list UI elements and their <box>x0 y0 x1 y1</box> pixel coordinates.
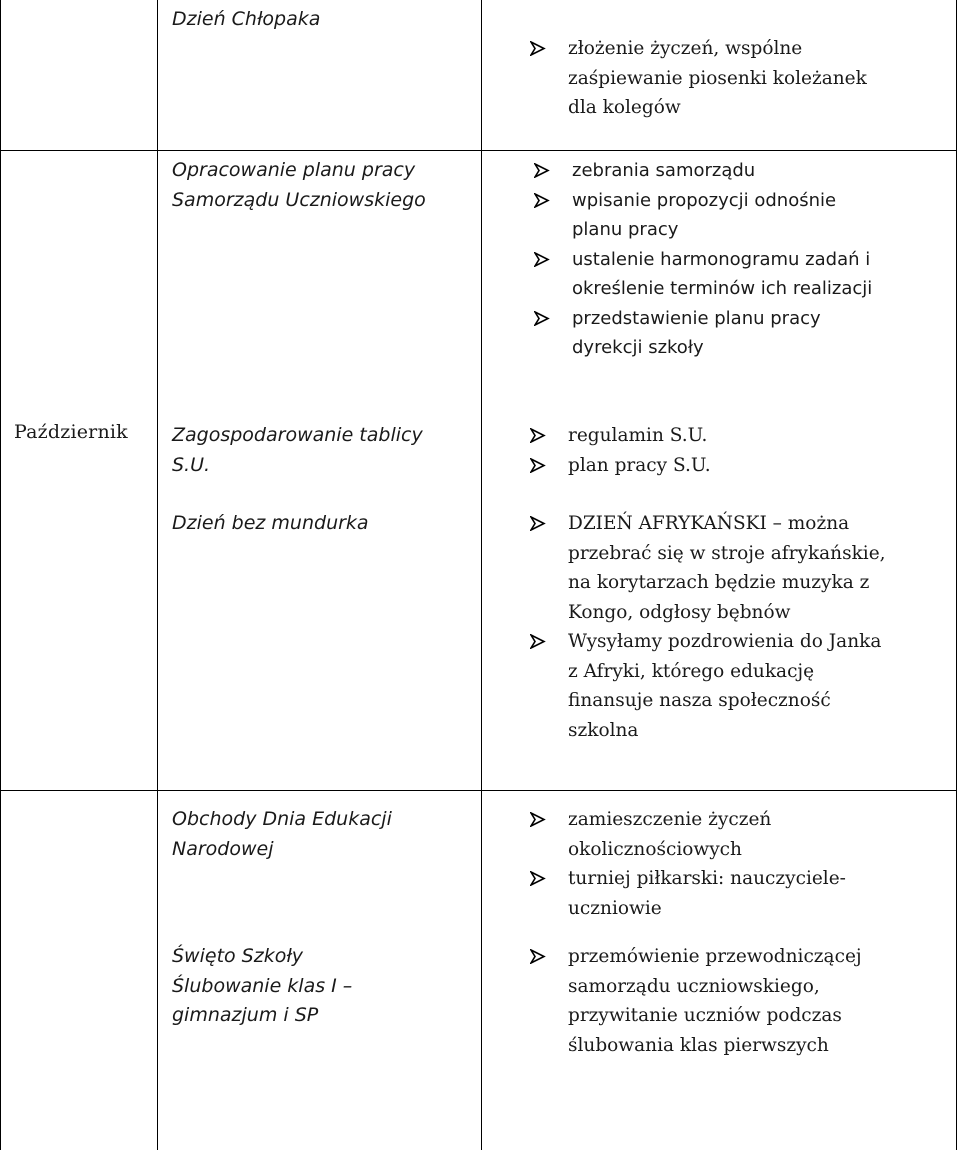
activity-line: DZIEŃ AFRYKAŃSKI – można <box>568 513 850 534</box>
event-line: Dzień bez mundurka <box>172 512 369 534</box>
activity-line: uczniowie <box>568 897 662 919</box>
event-line: Ślubowanie klas I – <box>172 974 353 997</box>
arrow-bullet-icon <box>528 805 546 835</box>
activity-line: samorządu uczniowskiego, <box>568 975 820 997</box>
list-item <box>528 805 846 864</box>
activity-line: przemówienie przewodniczącej <box>568 946 862 967</box>
column-divider-2 <box>481 0 482 1150</box>
arrow-bullet-icon <box>532 245 550 275</box>
activity-line: zaśpiewanie piosenki koleżanek <box>568 67 867 89</box>
arrow-bullet-icon <box>528 451 546 481</box>
list-item <box>532 245 872 304</box>
activity-line: ustalenie harmonogramu zadań i <box>572 248 871 270</box>
activity-line: dla kolegów <box>568 97 681 118</box>
activity-line: złożenie życzeń, wspólne <box>568 38 803 59</box>
list-item <box>532 156 872 186</box>
activity-line: szkolna <box>568 719 639 741</box>
event-line: Dzień Chłopaka <box>172 8 321 30</box>
activity-line: ślubowania klas pierwszych <box>568 1034 829 1056</box>
activity-line: planu pracy <box>572 219 679 240</box>
arrow-bullet-icon <box>528 864 546 894</box>
event-line: S.U. <box>172 453 211 476</box>
arrow-bullet-icon <box>532 186 550 216</box>
row-divider <box>0 790 957 791</box>
activity-line: plan pracy S.U. <box>568 454 711 476</box>
event-line: Zagospodarowanie tablicy <box>172 424 423 446</box>
table-border-left <box>0 0 1 1150</box>
event-name <box>172 156 426 215</box>
activity-line: regulamin S.U. <box>568 425 708 446</box>
arrow-bullet-icon <box>532 304 550 334</box>
row-divider <box>0 150 957 151</box>
list-item <box>528 451 711 481</box>
list-item <box>528 421 711 451</box>
event-line: Samorządu Uczniowskiego <box>172 188 426 211</box>
event-name <box>172 5 320 35</box>
list-item <box>528 627 886 745</box>
activity-list <box>528 509 886 745</box>
activity-line: przebrać się w stroje afrykańskie, <box>568 542 886 564</box>
activity-line: finansuje nasza społeczność <box>568 690 831 711</box>
list-item <box>528 864 846 923</box>
activity-line: okolicznościowych <box>568 838 742 860</box>
arrow-bullet-icon <box>528 34 546 64</box>
list-item <box>528 942 862 1060</box>
activity-list <box>528 942 862 1060</box>
activity-list <box>528 421 711 480</box>
activity-line: przedstawienie planu pracy <box>572 307 821 329</box>
activity-line: zamieszczenie życzeń <box>568 809 772 830</box>
event-line: Obchody Dnia Edukacji <box>172 808 392 830</box>
arrow-bullet-icon <box>532 156 550 186</box>
event-name <box>172 421 423 480</box>
arrow-bullet-icon <box>528 509 546 539</box>
activity-line: wpisanie propozycji odnośnie <box>572 189 837 211</box>
activity-list <box>532 156 872 363</box>
event-name <box>172 509 369 539</box>
activity-line: dyrekcji szkoły <box>572 337 704 358</box>
list-item <box>528 509 886 627</box>
activity-list <box>528 805 846 923</box>
list-item <box>532 304 872 363</box>
column-divider-1 <box>157 0 158 1150</box>
arrow-bullet-icon <box>528 627 546 657</box>
event-line: Narodowej <box>172 837 274 860</box>
list-item <box>528 34 867 123</box>
activity-line: określenie terminów ich realizacji <box>572 278 873 299</box>
event-line: Święto Szkoły <box>172 945 304 967</box>
event-name <box>172 805 392 864</box>
activity-list <box>528 34 867 123</box>
activity-line: Wysyłamy pozdrowienia do Janka <box>568 631 882 652</box>
list-item <box>532 186 872 245</box>
event-name <box>172 942 352 1031</box>
table-border-right <box>956 0 957 1150</box>
event-line: gimnazjum i SP <box>172 1004 319 1026</box>
activity-line: przywitanie uczniów podczas <box>568 1005 842 1026</box>
event-line: Opracowanie planu pracy <box>172 159 416 181</box>
activity-line: Kongo, odgłosy bębnów <box>568 601 791 623</box>
month-label: Październik <box>14 421 128 443</box>
arrow-bullet-icon <box>528 942 546 972</box>
activity-line: na korytarzach będzie muzyka z <box>568 572 870 593</box>
activity-line: zebrania samorządu <box>572 160 756 181</box>
activity-line: z Afryki, którego edukację <box>568 660 815 682</box>
activity-line: turniej piłkarski: nauczyciele- <box>568 868 846 889</box>
arrow-bullet-icon <box>528 421 546 451</box>
